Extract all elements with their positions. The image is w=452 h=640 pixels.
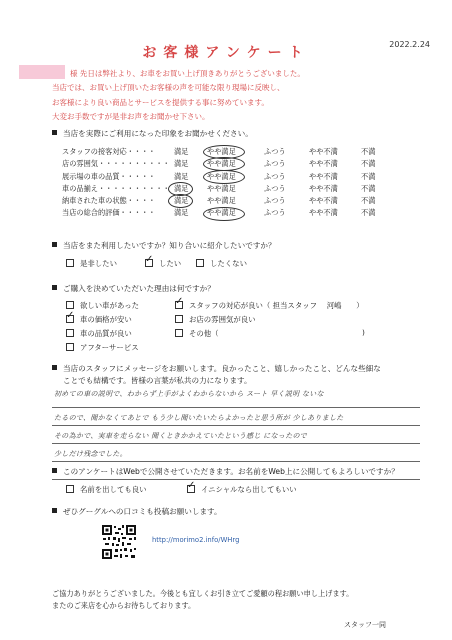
ruled-line xyxy=(52,461,420,462)
scale-neutral[interactable]: ふつう xyxy=(264,196,286,206)
other-close-paren: ) xyxy=(362,328,365,337)
checkbox[interactable] xyxy=(196,259,204,267)
q2-option[interactable] xyxy=(145,258,181,269)
q3-option[interactable] xyxy=(66,328,132,339)
scale-dissatisfied[interactable]: 不満 xyxy=(361,208,376,218)
scale-somewhat-dissatisfied[interactable]: やや不満 xyxy=(309,208,338,218)
scale-somewhat-satisfied[interactable]: やや満足 xyxy=(207,147,236,156)
q6-question-text: ぜひグーグルへの口コミも投稿お願いします。 xyxy=(63,507,222,516)
option-label: したい xyxy=(159,259,182,268)
scale-neutral[interactable]: ふつう xyxy=(264,183,286,193)
bullet-icon xyxy=(52,285,57,290)
handwritten-line: 初めての車の説明で、わからず上手がよくわからないから スート 早く説明 ないな xyxy=(54,390,324,398)
scale-satisfied[interactable]: 満足 xyxy=(174,196,189,206)
scale-somewhat-satisfied[interactable]: やや満足 xyxy=(207,208,236,218)
option-label: 車の品質が良い xyxy=(80,329,132,338)
checkbox-checked[interactable] xyxy=(145,259,153,267)
intro-line-4: 大変お手数ですが是非お声をお聞かせ下さい。 xyxy=(52,112,210,122)
selection-circle xyxy=(203,207,245,221)
handwritten-line: たるので、聞かなくてあとで もう少し聞いたいたらよかったと思う所が 少しありました xyxy=(54,414,344,422)
selection-circle xyxy=(168,194,193,208)
intro-line-1: 様 先日は弊社より、お車をお買い上げ頂きありがとうございました。 xyxy=(70,69,305,78)
q3-option[interactable] xyxy=(66,300,139,311)
staff-signature: スタッフ一同 xyxy=(344,621,386,629)
ruled-line xyxy=(52,425,420,426)
scale-somewhat-satisfied[interactable]: やや満足 xyxy=(207,183,236,193)
checkbox[interactable] xyxy=(175,329,183,337)
rating-row xyxy=(62,196,442,208)
bullet-icon xyxy=(52,468,57,473)
thanks-message xyxy=(52,588,442,612)
scale-somewhat-satisfied[interactable]: やや満足 xyxy=(207,171,236,181)
q2-option[interactable] xyxy=(66,258,117,269)
scale-satisfied[interactable]: 満足 xyxy=(174,147,189,156)
rating-label: 当店の総合的評価・・・・・ xyxy=(62,208,156,218)
q4-question xyxy=(52,363,381,374)
option-label: 欲しい車があった xyxy=(80,301,140,310)
selection-circle xyxy=(203,157,245,171)
intro-text xyxy=(52,67,442,125)
checkbox[interactable] xyxy=(66,301,74,309)
scale-somewhat-satisfied[interactable]: やや満足 xyxy=(207,196,236,206)
option-label: 是非したい xyxy=(80,259,117,268)
bullet-icon xyxy=(52,130,57,135)
intro-line-2: 当店では、お買い上げ頂いたお客様の声を可能な限り現場に反映し、 xyxy=(52,83,285,93)
scale-neutral[interactable]: ふつう xyxy=(264,147,286,156)
bullet-icon xyxy=(52,365,57,370)
scale-somewhat-dissatisfied[interactable]: やや不満 xyxy=(309,171,338,181)
q3-question xyxy=(52,283,215,294)
survey-date: 2022.2.24 xyxy=(389,40,430,49)
q3-option[interactable] xyxy=(175,328,219,339)
q3-question-text: ご購入を決めていただいた理由は何ですか？ xyxy=(63,284,215,293)
scale-somewhat-dissatisfied[interactable]: やや不満 xyxy=(309,159,338,169)
ruled-line xyxy=(52,479,420,480)
rating-row xyxy=(62,172,442,184)
thanks-line-1: ご協力ありがとうございました。今後とも宜しくお引き立てご愛顧の程お願い申し上げます。 xyxy=(52,589,354,598)
checkbox-checked[interactable] xyxy=(175,301,183,309)
option-label: イニシャルなら出してもいい xyxy=(201,485,297,494)
checkbox[interactable] xyxy=(66,259,74,267)
q1-question-text: 当店を実際にご利用になった印象をお聞かせください。 xyxy=(63,129,253,138)
option-label: したくない xyxy=(210,259,247,268)
intro-line-3: お客様により良い商品とサービスを提供する事に努めています。 xyxy=(52,97,269,107)
q3-option[interactable] xyxy=(175,314,256,325)
thanks-line-2: またのご来店を心からお待ちしております。 xyxy=(52,601,196,610)
scale-satisfied[interactable]: 満足 xyxy=(174,208,189,218)
scale-satisfied[interactable]: 満足 xyxy=(174,159,189,169)
scale-dissatisfied[interactable]: 不満 xyxy=(361,147,376,156)
bullet-icon xyxy=(52,242,57,247)
q3-option[interactable] xyxy=(66,314,132,325)
q4-question-text: 当店のスタッフにメッセージをお願いします。良かったこと、嬉しかったこと、どんな些細な xyxy=(63,364,381,373)
rating-row xyxy=(62,159,442,171)
rating-row xyxy=(62,184,442,196)
qr-code-icon[interactable] xyxy=(101,524,137,560)
scale-neutral[interactable]: ふつう xyxy=(264,208,286,218)
q5-option[interactable] xyxy=(187,484,297,495)
scale-dissatisfied[interactable]: 不満 xyxy=(361,171,376,181)
q2-option[interactable] xyxy=(196,258,247,269)
q3-option[interactable] xyxy=(66,342,139,353)
q2-question-text: 当店をまた利用したいですか？知り合いに紹介したいですか？ xyxy=(63,241,276,250)
scale-somewhat-satisfied[interactable]: やや満足 xyxy=(207,159,236,169)
q4-question-line2: ことでも結構です。皆様の言葉が私共の力になります。 xyxy=(63,376,252,385)
q3-option[interactable] xyxy=(175,300,364,311)
q5-question-text: このアンケートはWebで公開させていただきます。お名前をWeb上に公開してもよろしいですか？ xyxy=(63,467,399,476)
scale-neutral[interactable]: ふつう xyxy=(264,171,286,181)
scale-dissatisfied[interactable]: 不満 xyxy=(361,159,376,169)
q6-question xyxy=(52,506,222,517)
scale-neutral[interactable]: ふつう xyxy=(264,159,286,169)
option-label: 名前を出しても良い xyxy=(80,485,147,494)
rating-label: 展示場の車の品質・・・・・ xyxy=(62,171,156,181)
rating-row xyxy=(62,208,442,220)
checkbox[interactable] xyxy=(66,329,74,337)
option-label: 車の価格が安い xyxy=(80,315,132,324)
option-label: お店の雰囲気が良い xyxy=(189,315,256,324)
rating-label: 車の品揃え・・・・・・・・・・ xyxy=(62,183,170,193)
rating-table xyxy=(62,147,442,221)
checkbox-checked[interactable] xyxy=(66,315,74,323)
q1-question xyxy=(52,128,253,139)
q2-question xyxy=(52,240,276,251)
scale-dissatisfied[interactable]: 不満 xyxy=(361,196,376,206)
scale-somewhat-dissatisfied[interactable]: やや不満 xyxy=(309,196,338,206)
handwritten-line: 少しだけ残念でした。 xyxy=(54,450,127,458)
review-url-link[interactable]: http://morimo2.info/WHrg xyxy=(152,536,240,544)
option-label: スタッフの対応が良い（ 担当スタッフ 河嶋 ） xyxy=(189,301,364,310)
q5-option[interactable] xyxy=(66,484,147,495)
option-label: その他（ xyxy=(189,329,219,338)
checkbox[interactable] xyxy=(175,315,183,323)
bullet-icon xyxy=(52,508,57,513)
scale-somewhat-dissatisfied[interactable]: やや不満 xyxy=(309,183,338,193)
option-label: アフターサービス xyxy=(80,343,139,352)
ruled-line xyxy=(52,443,420,444)
survey-title: お客様アンケート xyxy=(142,45,310,61)
handwritten-line: その為かで、実車を走らない 聞くときかかえていたという感じ になったので xyxy=(54,432,308,440)
checkbox[interactable] xyxy=(66,343,74,351)
scale-satisfied[interactable]: 満足 xyxy=(174,171,189,181)
rating-label: 納車された車の状態・・・・ xyxy=(62,196,156,206)
q5-question xyxy=(52,466,399,477)
selection-circle xyxy=(203,170,245,184)
checkbox[interactable] xyxy=(66,485,74,493)
checkbox-checked[interactable] xyxy=(187,485,195,493)
rating-row xyxy=(62,147,442,159)
scale-somewhat-dissatisfied[interactable]: やや不満 xyxy=(309,147,338,156)
rating-label: 店の雰囲気・・・・・・・・・・ xyxy=(62,159,170,169)
scale-satisfied[interactable]: 満足 xyxy=(174,183,189,193)
ruled-line xyxy=(52,407,420,408)
rating-label: スタッフの接客対応・・・・ xyxy=(62,147,156,156)
scale-dissatisfied[interactable]: 不満 xyxy=(361,183,376,193)
